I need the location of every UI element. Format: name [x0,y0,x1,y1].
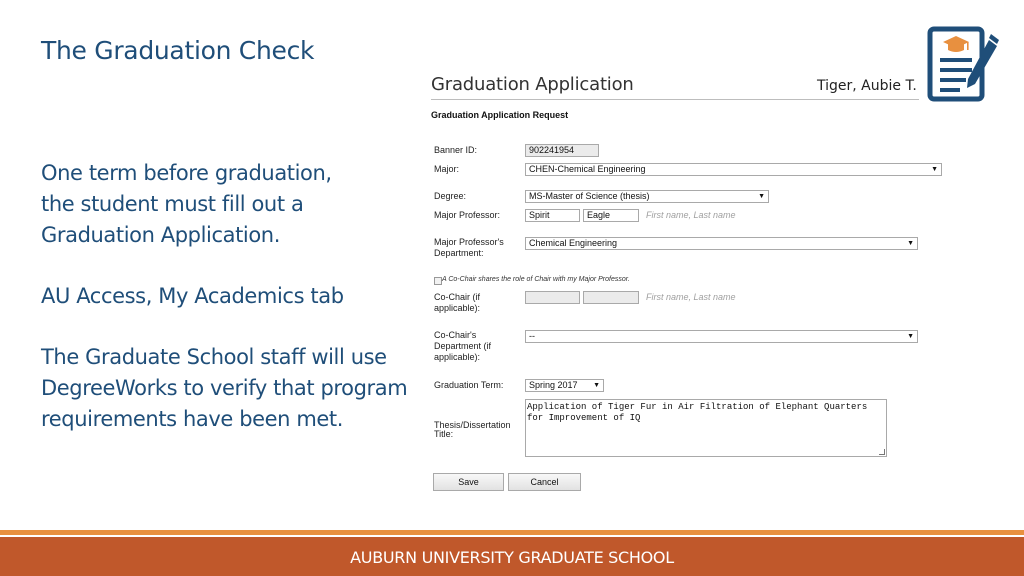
thesis-title-textarea[interactable] [525,399,887,457]
slide-title: The Graduation Check [41,36,315,65]
save-button[interactable]: Save [433,473,504,491]
label-line: Major Professor's [434,237,504,247]
text-line: Graduation Application. [41,223,280,247]
degree-label: Degree: [434,191,467,201]
degree-select[interactable]: MS-Master of Science (thesis) ▼ [525,190,769,203]
banner-id-label: Banner ID: [434,145,478,155]
graduation-term-label: Graduation Term: [434,380,504,390]
label-line: Co-Chair's [434,330,477,340]
paragraph-application-timing [41,158,332,251]
major-professor-dept-label [434,237,504,259]
divider [431,99,919,100]
label-line: Department: [434,248,484,258]
label-line: Co-Chair (if [434,292,481,302]
cochair-first-name[interactable] [525,291,580,304]
resize-handle[interactable] [879,449,885,455]
major-label: Major: [434,164,460,174]
cochair-label [434,292,480,314]
major-professor-first-name[interactable]: Spirit [525,209,580,222]
cochair-dept-label [434,330,491,363]
text-line: the student must fill out a [41,192,304,216]
label-line: applicable): [434,352,481,362]
label-line: Department (if [434,341,492,351]
cochair-checkbox[interactable] [434,277,442,285]
text-line: The Graduate School staff will use [41,345,387,369]
major-professor-label: Major Professor: [434,210,501,220]
form-title: Graduation Application [431,74,634,95]
footer-bar: AUBURN UNIVERSITY GRADUATE SCHOOL [0,537,1024,576]
thesis-title-label [434,420,511,440]
cochair-checkbox-label: A Co-Chair shares the role of Chair with my Major Professor. [442,276,630,283]
label-line: applicable): [434,303,481,313]
major-professor-last-name[interactable]: Eagle [583,209,639,222]
user-name: Tiger, Aubie T. [817,78,917,94]
document-graduation-cap-pen-icon [927,26,1001,102]
cochair-dept-select[interactable]: -- ▼ [525,330,918,343]
text-line: DegreeWorks to verify that program [41,376,408,400]
section-heading: Graduation Application Request [431,110,569,120]
paragraph-verification [41,342,407,435]
graduation-application-form [427,68,919,498]
text-line: requirements have been met. [41,407,344,431]
banner-id-field[interactable]: 902241954 [525,144,599,157]
major-professor-dept-select[interactable]: Chemical Engineering ▼ [525,237,918,250]
footer-accent-line [0,530,1024,535]
label-line: Thesis/Dissertation [434,420,511,430]
name-format-hint: First name, Last name [646,210,736,220]
name-format-hint: First name, Last name [646,292,736,302]
paragraph-location [41,281,344,312]
text-line: One term before graduation, [41,161,332,185]
cancel-button[interactable]: Cancel [508,473,581,491]
thesis-title-text: Application of Tiger Fur in Air Filtration of Elephant Quarters for Improvement of IQ [527,402,868,423]
graduation-term-select[interactable]: Spring 2017 ▼ [525,379,604,392]
text-line: AU Access, My Academics tab [41,284,344,308]
cochair-last-name[interactable] [583,291,639,304]
major-select[interactable]: CHEN-Chemical Engineering ▼ [525,163,942,176]
label-line: Title: [434,429,454,439]
